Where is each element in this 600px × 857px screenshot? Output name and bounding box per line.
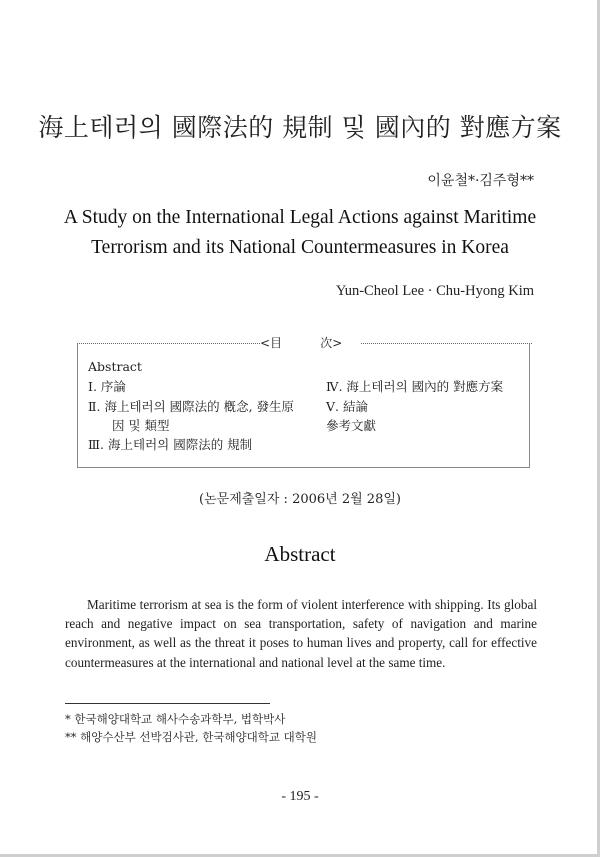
korean-authors: 이윤철*·김주형** — [427, 173, 534, 189]
korean-title: 海上테러의 國際法的 規制 및 國內的 對應方案 — [38, 113, 562, 142]
english-title — [40, 203, 560, 263]
footnote-1: * 한국해양대학교 해사수송과학부, 법학박사 — [65, 712, 286, 726]
page-number: - 195 - — [281, 789, 319, 804]
submission-date: (논문제출일자 : 2006년 2월 28일) — [199, 492, 401, 507]
toc-item-chapter-2-cont: 因 및 類型 — [112, 418, 170, 433]
english-title-line-2: Terrorism and its National Countermeasures in Korea — [91, 237, 509, 258]
footnote-2: ** 해양수산부 선박검사관, 한국해양대학교 대학원 — [65, 730, 317, 744]
toc-item-chapter-4: Ⅳ. 海上테러의 國內的 對應方案 — [326, 379, 504, 394]
english-title-line-1: A Study on the International Legal Actions against Maritime — [63, 207, 537, 228]
toc-item-abstract: Abstract — [88, 359, 142, 374]
toc-item-chapter-2: Ⅱ. 海上테러의 國際法的 槪念, 發生原 — [88, 399, 295, 414]
toc-top-border-left — [77, 343, 260, 344]
toc-heading: <目 次> — [260, 334, 360, 351]
table-of-contents — [77, 336, 530, 468]
toc-top-border-right — [355, 343, 532, 344]
toc-item-introduction: Ⅰ. 序論 — [88, 379, 126, 394]
toc-item-references: 參考文獻 — [326, 418, 377, 433]
toc-item-chapter-3: Ⅲ. 海上테러의 國際法的 規制 — [88, 437, 253, 452]
abstract-heading: Abstract — [264, 542, 336, 566]
abstract-body: Maritime terrorism at sea is the form of violent interference with shipping. Its global reach and negative impact on sea transportation, safety of navigation and marine environment, as well as the threat it poses to human lives and property, call for effective countermeasures at the international and national level at the same time. — [65, 597, 537, 670]
english-authors: Yun-Cheol Lee · Chu-Hyong Kim — [335, 283, 534, 299]
toc-item-conclusion: Ⅴ. 結論 — [326, 399, 368, 414]
footnote-divider — [65, 703, 270, 704]
